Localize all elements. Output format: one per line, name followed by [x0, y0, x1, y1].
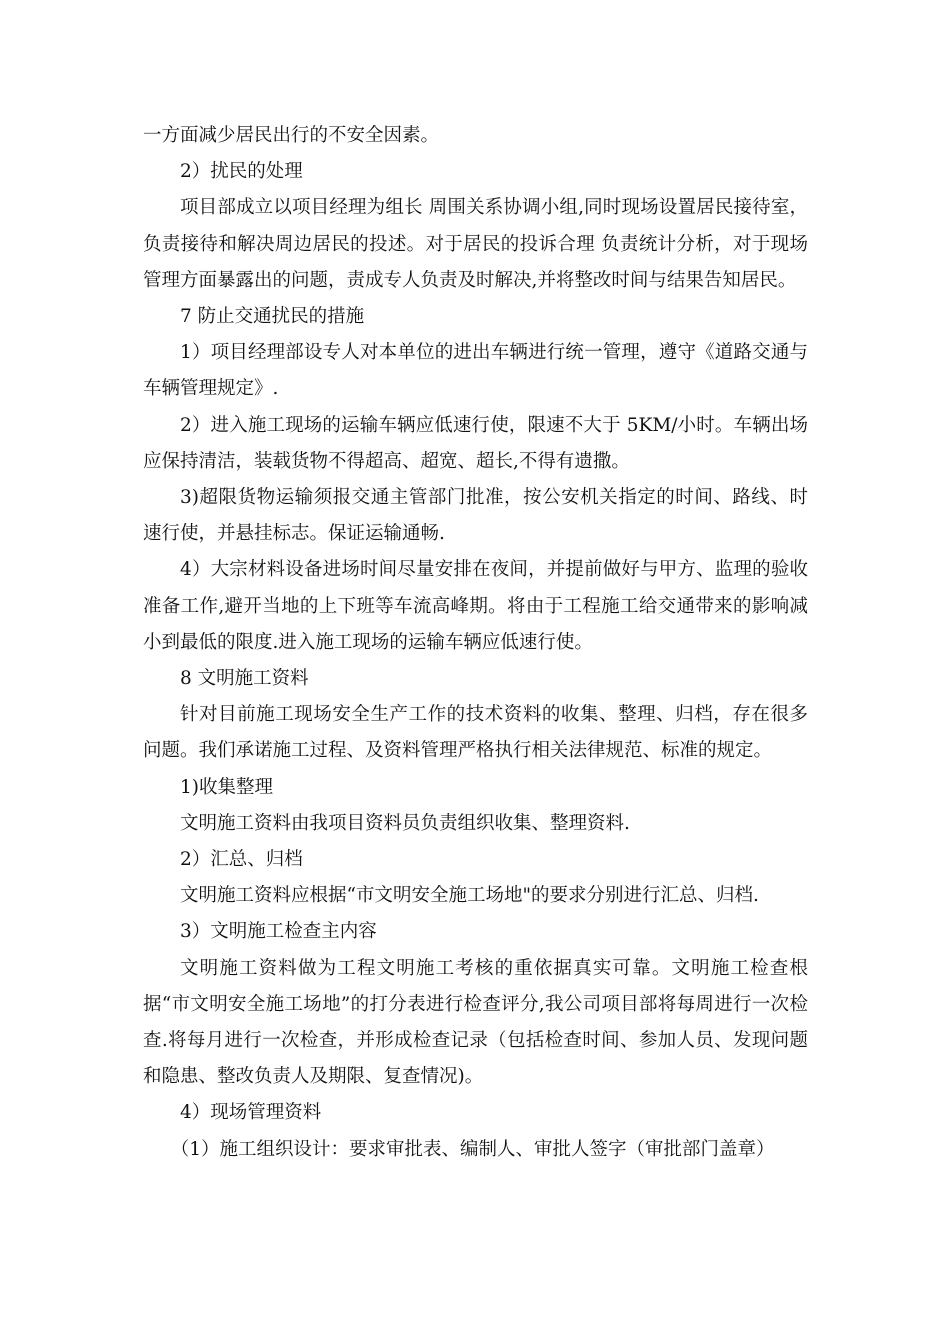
paragraph-p06: 2）进入施工现场的运输车辆应低速行使，限速不大于 5KM/小时。车辆出场应保持清洁，装载货物不得超高、超宽、超长,不得有遗撒。	[143, 414, 808, 472]
paragraph-p05: 1）项目经理部设专人对本单位的进出车辆进行统一管理，遵守《道路交通与车辆管理规定》.	[143, 342, 808, 400]
paragraph-p08: 4）大宗材料设备进场时间尽量安排在夜间，并提前做好与甲方、监理的验收准备工作,避开当地的上下班等车流高峰期。将由于工程施工给交通带来的影响减小到最低的限度.进入施工现场的运输车辆应低速行使。	[143, 559, 808, 653]
paragraph-p02: 2）扰民的处理	[180, 161, 303, 183]
paragraph-p16: 文明施工资料做为工程文明施工考核的重依据真实可靠。文明施工检查根据“市文明安全施工场地”的打分表进行检查评分,我公司项目部将每周进行一次检查.将每月进行一次检查，并形成检查记录（包括检查时间、参加人员、发现问题和隐患、整改负责人及期限、复查情况)。	[143, 957, 808, 1088]
paragraph-p01: 一方面减少居民出行的不安全因素。	[143, 125, 440, 146]
document-body	[143, 118, 808, 1168]
paragraph-p12: 文明施工资料由我项目资料员负责组织收集、整理资料.	[180, 812, 630, 834]
paragraph-p10: 针对目前施工现场安全生产工作的技术资料的收集、整理、归档，存在很多问题。我们承诺施工过程、及资料管理严格执行相关法律规范、标准的规定。	[143, 704, 808, 762]
paragraph-p04: 7 防止交通扰民的措施	[180, 306, 365, 328]
paragraph-p07: 3)超限货物运输须报交通主管部门批准，按公安机关指定的时间、路线、时速行使，并悬挂标志。保证运输通畅.	[143, 487, 808, 545]
paragraph-p17: 4）现场管理资料	[180, 1102, 322, 1124]
paragraph-p09: 8 文明施工资料	[180, 668, 309, 690]
paragraph-p14: 文明施工资料应根据“市文明安全施工场地"的要求分别进行汇总、归档.	[180, 885, 759, 907]
paragraph-p18: （1）施工组织设计：要求审批表、编制人、审批人签字（审批部门盖章）	[170, 1138, 775, 1160]
paragraph-p15: 3）文明施工检查主内容	[180, 921, 377, 943]
paragraph-p11: 1)收集整理	[180, 776, 273, 798]
paragraph-p03: 项目部成立以项目经理为组长 周围关系协调小组,同时现场设置居民接待室，负责接待和解决周边居民的投述。对于居民的投诉合理 负责统计分析，对于现场管理方面暴露出的问题，责成专人负责及时解决,并将整改时间与结果告知居民。	[143, 197, 808, 291]
paragraph-p13: 2）汇总、归档	[180, 849, 303, 871]
